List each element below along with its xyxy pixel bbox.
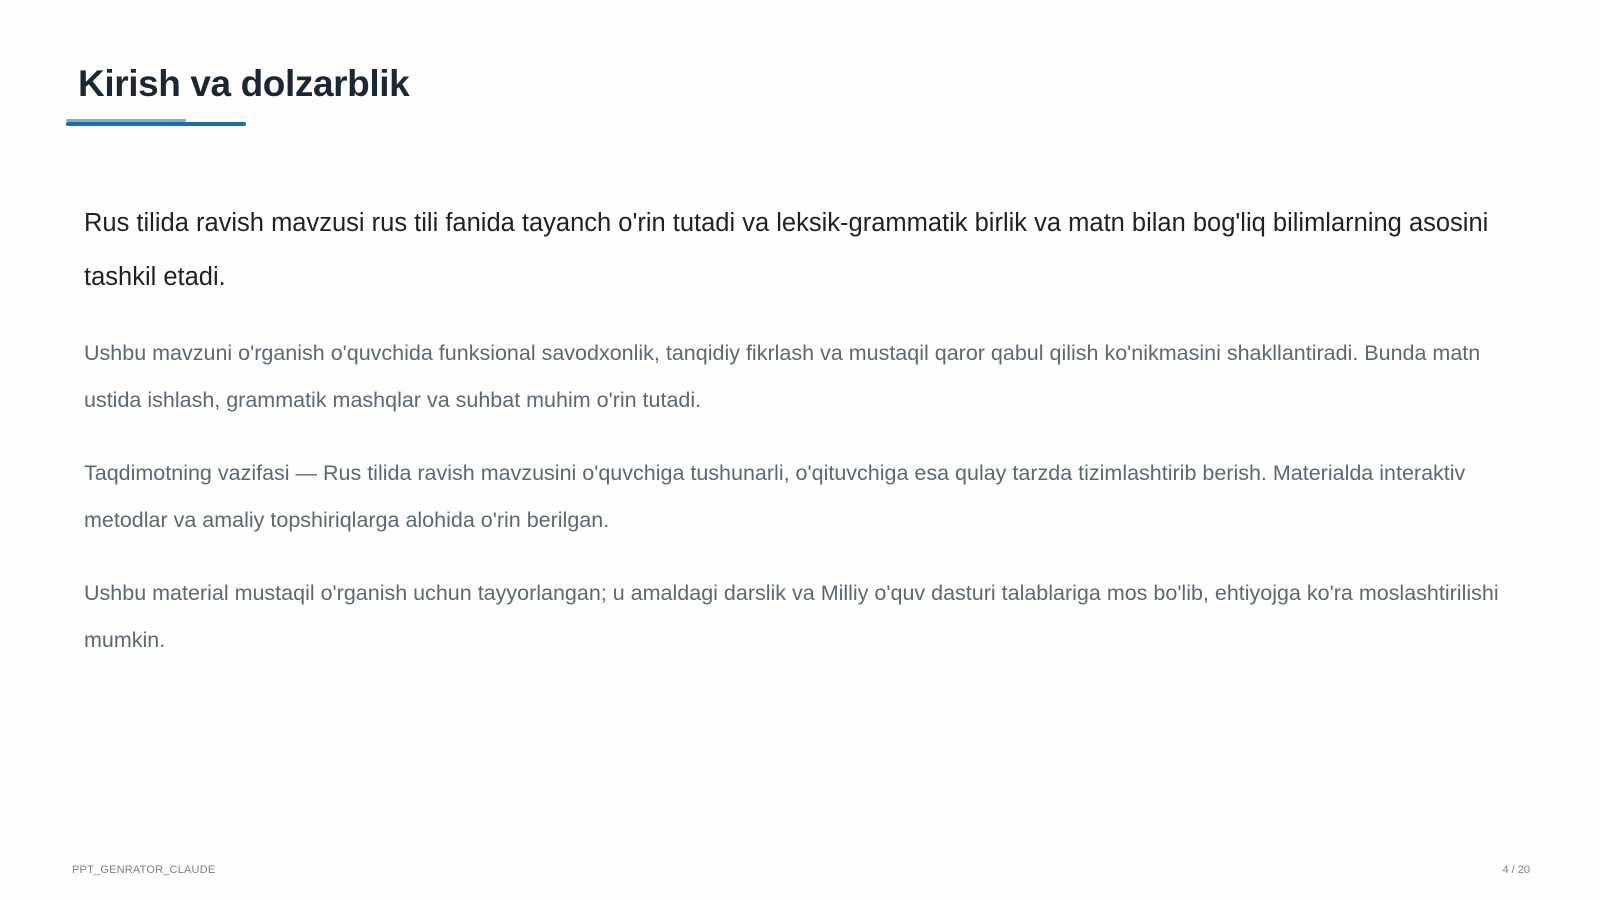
- footer-source-label: PPT_GENRATOR_CLAUDE: [72, 864, 216, 876]
- body-paragraph-3: Ushbu material mustaqil o'rganish uchun tayyorlangan; u amaldagi darslik va Milliy o'quv dasturi talablariga mos bo'lib, ehtiyojga ko'ra moslashtirilishi mumkin.: [84, 581, 1499, 652]
- lead-paragraph: Rus tilida ravish mavzusi rus tili fanida tayanch o'rin tutadi va leksik-grammatik birlik va matn bilan bog'liq bilimlarning asosini tashkil etadi.: [84, 209, 1489, 291]
- page-number: 4 / 20: [1502, 864, 1530, 876]
- body-paragraph-1: Ushbu mavzuni o'rganish o'quvchida funksional savodxonlik, tanqidiy fikrlash va mustaqil qaror qabul qilish ko'nikmasini shakllantiradi. Bunda matn ustida ishlash, grammatik mashqlar va suhbat muhim o'rin tutadi.: [84, 341, 1481, 412]
- slide-content: [84, 196, 1524, 690]
- title-underline: [66, 122, 246, 126]
- slide-title: Kirish va dolzarblik: [78, 63, 410, 104]
- body-paragraph-2: Taqdimotning vazifasi — Rus tilida ravish mavzusini o'quvchiga tushunarli, o'qituvchiga esa qulay tarzda tizimlashtirib berish. Materialda interaktiv metodlar va amaliy topshiriqlarga alohida o'rin berilgan.: [84, 461, 1466, 532]
